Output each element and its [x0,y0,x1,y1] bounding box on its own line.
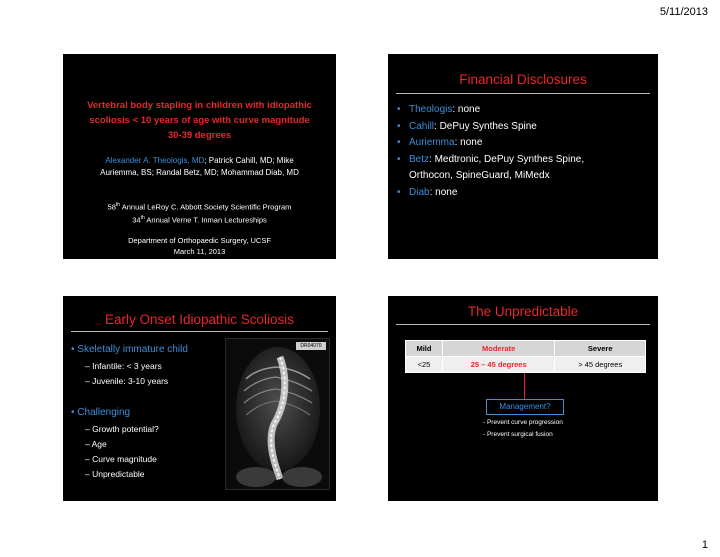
presentation-date: March 11, 2013 [173,247,226,256]
divider [71,331,328,332]
sub-item: – Growth potential? [85,424,159,434]
slide-unpredictable [388,296,658,501]
title-line: 30-39 degrees [167,130,232,141]
slide-eois [63,296,336,501]
disclosure-text: : none [429,186,458,198]
ordinal-suffix: th [115,202,121,208]
program-name: Annual LeRoy C. Abbott Society Scientific Program [120,202,292,212]
cell-mild: <25 [406,357,443,373]
table-header-row [406,341,646,357]
header-mild: Mild [406,341,443,357]
disclosure-item [396,185,652,202]
header-severe: Severe [555,341,646,357]
divider [396,324,650,325]
disclosure-item [396,119,652,136]
disclosure-item [396,152,652,185]
bullet-icon: • [71,407,78,418]
connector-line [524,373,525,399]
bullet-item [71,344,188,355]
management-note: - Prevent curve progression [483,419,563,426]
lectureship-name: Annual Verne T. Inman Lectureships [144,215,267,224]
sub-item: – Infantile: < 3 years [85,361,162,371]
co-authors: Auriemma, BS; Randal Betz, MD; Mohammad Diab, MD [100,168,299,177]
presenting-author: Alexander A. Theologis, MD [105,156,205,165]
sub-item: – Curve magnitude [85,454,157,464]
management-box: Management? [486,399,564,415]
author-name: Cahill [409,120,435,132]
sub-item: – Unpredictable [85,469,145,479]
ordinal: 34 [132,215,141,224]
presentation-title [69,98,330,143]
title-line: Vertebral body stapling in children with idiopathic [87,100,312,111]
ordinal-suffix: th [140,214,145,221]
slide-title [63,54,336,259]
author-name: Auriemma [409,137,455,148]
disclosure-text: : DePuy Synthes Spine [434,120,537,132]
cell-moderate: 25 – 45 degrees [442,357,554,373]
slide-heading: Financial Disclosures [459,72,587,87]
co-authors: ; Patrick Cahill, MD; Mike [204,156,294,165]
disclosure-text: : none [454,137,483,148]
bullet-icon: • [397,104,401,115]
slide-disclosures [388,54,658,259]
cell-severe: > 45 degrees [555,357,646,373]
bullet-icon: • [397,137,401,148]
authors [83,155,316,179]
page-date: 5/11/2013 [659,6,708,18]
disclosure-item [396,135,652,152]
program [73,200,326,225]
bullet-icon: • [397,153,401,165]
bullet-icon: • [397,186,401,198]
disclosure-list [396,102,652,201]
bullet-icon: • [71,344,78,355]
header-moderate: Moderate [442,341,554,357]
disclosure-text: : Medtronic, DePuy Synthes Spine, [429,153,585,165]
page-number: 1 [701,539,708,551]
sub-item: – Age [85,439,107,449]
severity-table [405,340,646,373]
ordinal: 58 [107,202,116,212]
xray-drawing [226,339,329,489]
bullet-text: Skeletally immature child [77,344,188,355]
author-name: Theologis [409,104,453,115]
disclosure-text: Orthocon, SpineGuard, MiMedx [409,170,550,181]
bullet-text: Challenging [77,407,131,418]
disclosure-item [396,102,652,119]
bullet-icon: • [397,120,401,132]
management-note: - Prevent surgical fusion [483,431,553,438]
xray-label: DR04070 [300,343,322,349]
author-name: Betz [409,153,430,165]
table-row [406,357,646,373]
department: Department of Orthopaedic Surgery, UCSF [128,236,271,245]
disclosure-text: : none [452,104,481,115]
affiliation [73,235,326,257]
slide-heading: The Unpredictable [467,304,579,319]
title-line: scoliosis < 10 years of age with curve magnitude [89,115,310,126]
spine-xray-image [225,338,330,490]
slide-heading: Early Onset Idiopathic Scoliosis [104,312,295,327]
author-name: Diab [409,186,430,198]
sub-item: – Juvenile: 3-10 years [85,376,169,386]
divider [396,93,650,94]
bullet-item [71,407,130,418]
